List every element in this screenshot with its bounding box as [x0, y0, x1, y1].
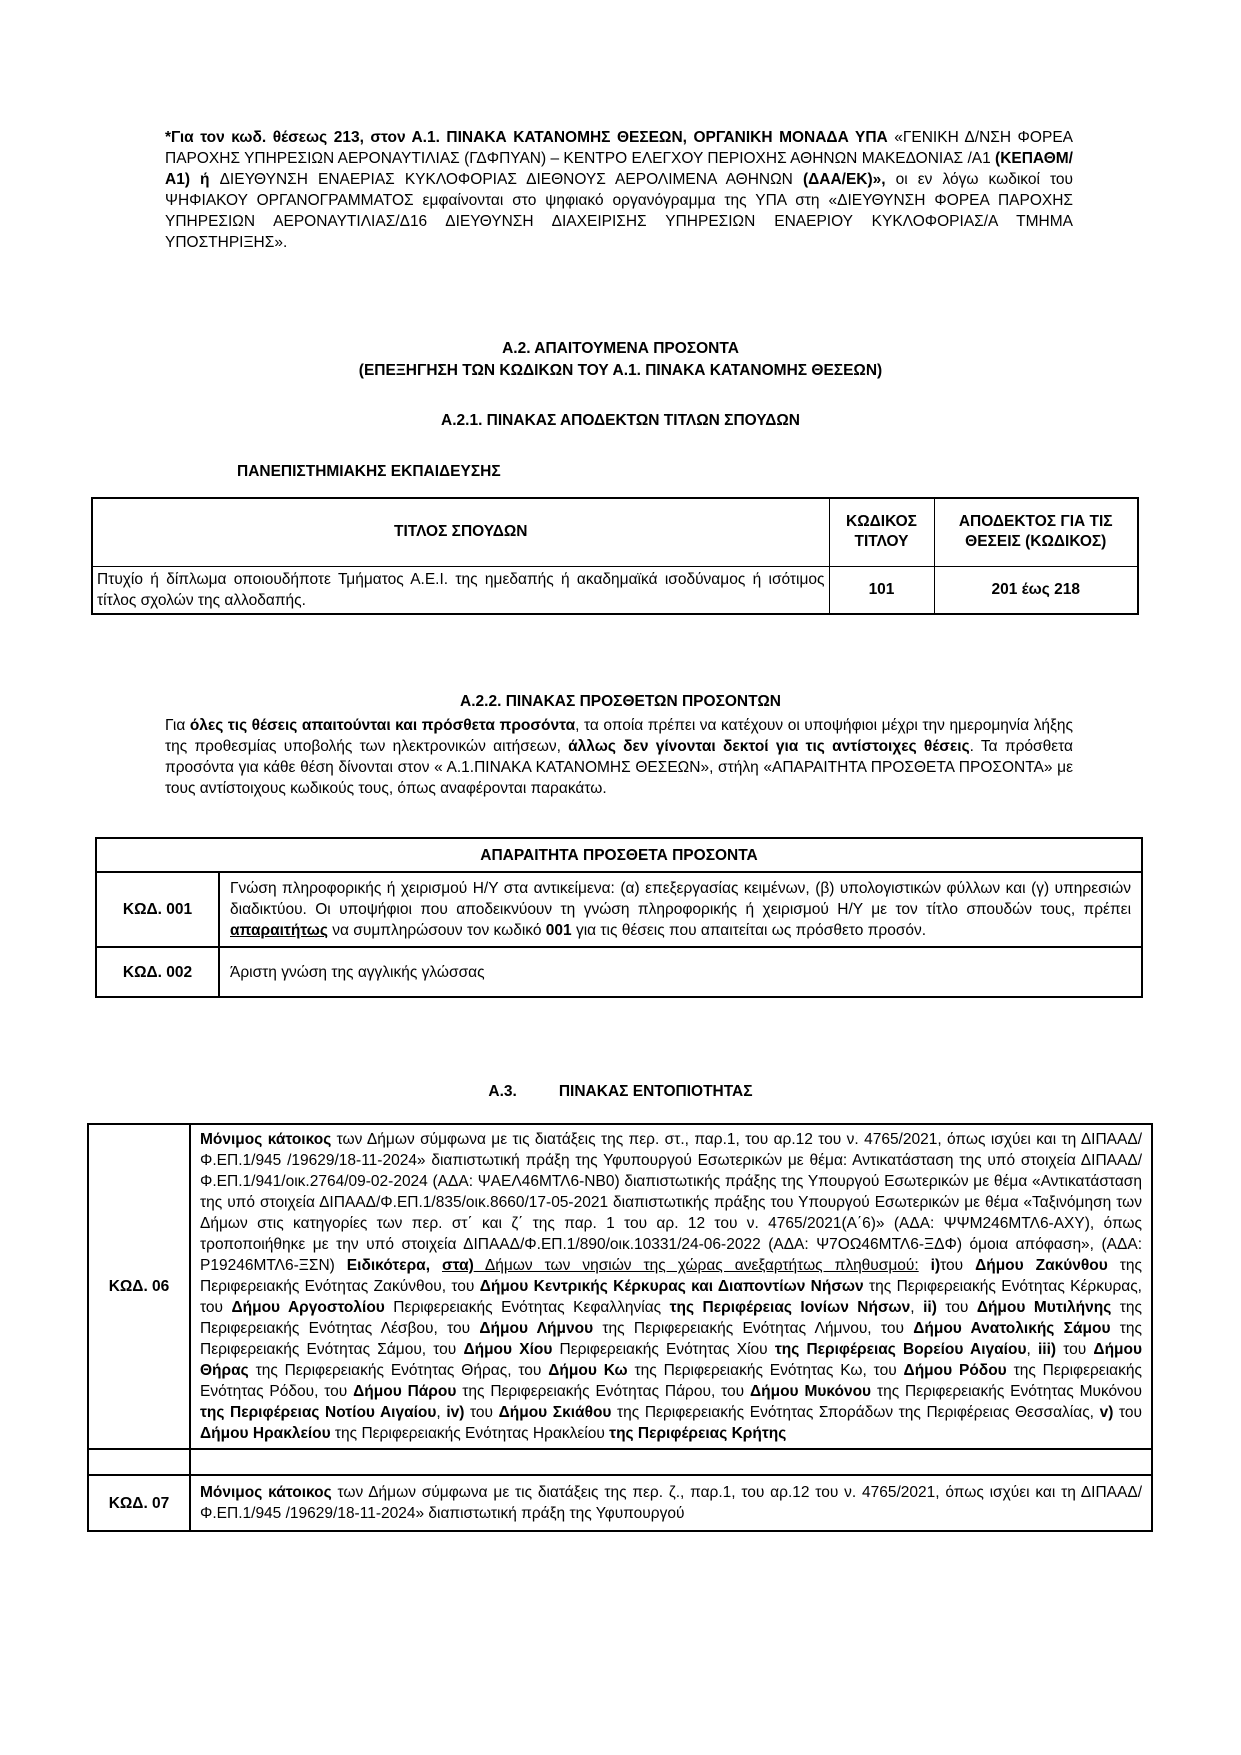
- a22-paragraph: Για όλες τις θέσεις απαιτούνται και πρόσθετα προσόντα, τα οποία πρέπει να κατέχουν οι υποψήφιοι μέχρι την ημερομηνία λήξης της προθεσμίας υποβολής των ηλεκτρονικών αιτήσεων, άλλως δεν γίνονται δεκτοί για τις αντίστοιχες θέσεις. Τα πρόσθετα προσόντα για κάθε θέση δίνονται στον « Α.1.ΠΙΝΑΚΑ ΚΑΤΑΝΟΜΗΣ ΘΕΣΕΩΝ», στήλη «ΑΠΑΡΑΙΤΗΤΑ ΠΡΟΣΘΕΤΑ ΠΡΟΣΟΝΤΑ» με τους αντίστοιχους κωδικούς τους, όπως αναφέρονται παρακάτω.: [165, 717, 1073, 797]
- degree-table-header-row: [92, 498, 1138, 566]
- extra-quals-row-002: [96, 947, 1142, 997]
- header-accepted-for-positions: ΑΠΟΔΕΚΤΟΣ ΓΙΑ ΤΙΣ ΘΕΣΕΙΣ (ΚΩΔΙΚΟΣ): [934, 498, 1138, 566]
- extra-quals-header: ΑΠΑΡΑΙΤΗΤΑ ΠΡΟΣΘΕΤΑ ΠΡΟΣΟΝΤΑ: [96, 838, 1142, 872]
- degree-positions-cell: 201 έως 218: [934, 566, 1138, 614]
- code-001-text: Γνώση πληροφορικής ή χειρισμού Η/Υ στα αντικείμενα: (α) επεξεργασίας κειμένων, (β) υπολογιστικών φύλλων και (γ) υπηρεσιών διαδικτύου. Οι υποψήφιοι που αποδεικνύουν τη γνώση πληροφορικής ή χειρισμού Η/Υ με τον τίτλο σπουδών τους, πρέπει απαραιτήτως να συμπληρώσουν τον κωδικό 001 για τις θέσεις που απαιτείται ως πρόσθετο προσόν.: [219, 872, 1142, 947]
- heading-a2: Α.2. ΑΠΑΙΤΟΥΜΕΝΑ ΠΡΟΣΟΝΤΑ: [502, 340, 739, 357]
- code-002-text: Άριστη γνώση της αγγλικής γλώσσας: [219, 947, 1142, 997]
- locality-row-kod06: [88, 1124, 1152, 1449]
- spacer-text-cell: [190, 1449, 1152, 1475]
- extra-quals-header-row: [96, 838, 1142, 872]
- locality-table: [87, 1123, 1153, 1532]
- intro-paragraph: *Για τον κωδ. θέσεως 213, στον Α.1. ΠΙΝΑΚΑ ΚΑΤΑΝΟΜΗΣ ΘΕΣΕΩΝ, ΟΡΓΑΝΙΚΗ ΜΟΝΑΔΑ ΥΠΑ «ΓΕΝΙΚΗ Δ/ΝΣΗ ΦΟΡΕΑ ΠΑΡΟΧΗΣ ΥΠΗΡΕΣΙΩΝ ΑΕΡΟΝΑΥΤΙΛΙΑΣ (ΓΔΦΠΥΑΝ) – ΚΕΝΤΡΟ ΕΛΕΓΧΟΥ ΠΕΡΙΟΧΗΣ ΑΘΗΝΩΝ ΜΑΚΕΔΟΝΙΑΣ /Α1 (ΚΕΠΑΘΜ/Α1) ή ΔΙΕΥΘΥΝΣΗ ΕΝΑΕΡΙΑΣ ΚΥΚΛΟΦΟΡΙΑΣ ΔΙΕΘΝΟΥΣ ΑΕΡΟΛΙΜΕΝΑ ΑΘΗΝΩΝ (ΔΑΑ/ΕΚ)», οι εν λόγω κωδικοί του ΨΗΦΙΑΚΟΥ ΟΡΓΑΝΟΓΡΑΜΜΑΤΟΣ εμφαίνονται στο ψηφιακό οργανόγραμμα της ΥΠΑ στη «ΔΙΕΥΘΥΝΣΗ ΦΟΡΕΑ ΠΑΡΟΧΗΣ ΥΠΗΡΕΣΙΩΝ ΑΕΡΟΝΑΥΤΙΛΙΑΣ/Δ16 ΔΙΕΥΘΥΝΣΗ ΔΙΑΧΕΙΡΙΣΗΣ ΥΠΗΡΕΣΙΩΝ ΕΝΑΕΡΙΟΥ ΚΥΚΛΟΦΟΡΙΑΣ/Α ΤΜΗΜΑ ΥΠΟΣΤΗΡΙΞΗΣ».: [165, 129, 1073, 251]
- heading-a21: Α.2.1. ΠΙΝΑΚΑΣ ΑΠΟΔΕΚΤΩΝ ΤΙΤΛΩΝ ΣΠΟΥΔΩΝ: [441, 412, 800, 429]
- code-06-text: Μόνιμος κάτοικος των Δήμων σύμφωνα με τις διατάξεις της περ. στ., παρ.1, του αρ.12 του ν. 4765/2021, όπως ισχύει και τη ΔΙΠΑΑΔ/Φ.ΕΠ.1/945 /19629/18-11-2024» διαπιστωτική πράξη της Υφυπουργού Εσωτερικών με θέμα: Αντικατάσταση της υπό στοιχεία ΔΙΠΑΑΔ/Φ.ΕΠ.1/941/οικ.2764/09-02-2024 (ΑΔΑ: ΨΑΕΛ46ΜΤΛ6-ΝΒ0) διαπιστωτικής πράξης της Υπουργού Εσωτερικών με θέμα «Αντικατάσταση της υπό στοιχεία ΔΙΠΑΑΔ/Φ.ΕΠ.1/835/οικ.8660/17-05-2021 διαπιστωτικής πράξης του Υπουργού Εσωτερικών με θέμα «Ταξινόμηση των Δήμων στις κατηγορίες των περ. στ΄ και ζ΄ της παρ. 1 του αρ. 12 του ν. 4765/2021(Α΄6)» (ΑΔΑ: ΨΨΜ246ΜΤΛ6-ΑΧΥ), όπως τροποποιήθηκε με την υπό στοιχεία ΔΙΠΑΑΔ/Φ.ΕΠ.1/890/οικ.10331/24-06-2022 (ΑΔΑ: Ψ7ΟΩ46ΜΤΛ6-ΞΔΦ) όμοια απόφαση», (ΑΔΑ: Ρ19246ΜΤΛ6-ΞΣΝ) Ειδικότερα, στα) Δήμων των νησιών της χώρας ανεξαρτήτως πληθυσμού: i)του Δήμου Ζακύνθου της Περιφερειακής Ενότητας Ζακύνθου, του Δήμου Κεντρικής Κέρκυρας και Διαποντίων Νήσων της Περιφερειακής Ενότητας Κέρκυρας, του Δήμου Αργοστολίου Περιφερειακής Ενότητας Κεφαλληνίας της Περιφέρειας Ιονίων Νήσων, ii) του Δήμου Μυτιλήνης της Περιφερειακής Ενότητας Λέσβου, του Δήμου Λήμνου της Περιφερειακής Ενότητας Λήμνου, του Δήμου Ανατολικής Σάμου της Περιφερειακής Ενότητας Σάμου, του Δήμου Χίου Περιφερειακής Ενότητας Χίου της Περιφέρειας Βορείου Αιγαίου, iii) του Δήμου Θήρας της Περιφερειακής Ενότητας Θήρας, του Δήμου Κω της Περιφερειακής Ενότητας Κω, του Δήμου Ρόδου της Περιφερειακής Ενότητας Ρόδου, του Δήμου Πάρου της Περιφερειακής Ενότητας Πάρου, του Δήμου Μυκόνου της Περιφερειακής Ενότητας Μυκόνου της Περιφέρειας Νοτίου Αιγαίου, iv) του Δήμου Σκιάθου της Περιφερειακής Ενότητας Σποράδων της Περιφέρειας Θεσσαλίας, v) του Δήμου Ηρακλείου της Περιφερειακής Ενότητας Ηρακλείου της Περιφέρειας Κρήτης: [190, 1124, 1152, 1449]
- heading-a3: [0, 1081, 1241, 1102]
- code-002-label: ΚΩΔ. 002: [96, 947, 219, 997]
- spacer-label-cell: [88, 1449, 190, 1475]
- code-06-label: ΚΩΔ. 06: [88, 1124, 190, 1449]
- locality-spacer-row: [88, 1449, 1152, 1475]
- code-07-text: Μόνιμος κάτοικος των Δήμων σύμφωνα με τις διατάξεις της περ. ζ., παρ.1, του αρ.12 του ν. 4765/2021, όπως ισχύει και τη ΔΙΠΑΑΔ/Φ.ΕΠ.1/945 /19629/18-11-2024» διαπιστωτική πράξη της Υφυπουργού: [190, 1475, 1152, 1531]
- locality-row-kod07: [88, 1475, 1152, 1531]
- heading-a3-title: ΠΙΝΑΚΑΣ ΕΝΤΟΠΙΟΤΗΤΑΣ: [558, 1083, 753, 1100]
- degree-table-row: [92, 566, 1138, 614]
- heading-a2-subtitle: (ΕΠΕΞΗΓΗΣΗ ΤΩΝ ΚΩΔΙΚΩΝ ΤΟΥ Α.1. ΠΙΝΑΚΑ ΚΑΤΑΝΟΜΗΣ ΘΕΣΕΩΝ): [358, 362, 883, 379]
- header-title-code: ΚΩΔΙΚΟΣ ΤΙΤΛΟΥ: [829, 498, 934, 566]
- code-001-label: ΚΩΔ. 001: [96, 872, 219, 947]
- heading-a3-label: Α.3.: [488, 1083, 517, 1100]
- code-07-label: ΚΩΔ. 07: [88, 1475, 190, 1531]
- extra-quals-row-001: [96, 872, 1142, 947]
- degree-titles-table: [91, 497, 1139, 615]
- extra-qualifications-table: [95, 837, 1143, 998]
- heading-a22: Α.2.2. ΠΙΝΑΚΑΣ ΠΡΟΣΘΕΤΩΝ ΠΡΟΣΟΝΤΩΝ: [460, 693, 781, 710]
- category-label-university-education: ΠΑΝΕΠΙΣΤΗΜΙΑΚΗΣ ΕΚΠΑΙΔΕΥΣΗΣ: [237, 463, 501, 480]
- header-title-of-studies: ΤΙΤΛΟΣ ΣΠΟΥΔΩΝ: [92, 498, 829, 566]
- degree-code-cell: 101: [829, 566, 934, 614]
- degree-title-cell: Πτυχίο ή δίπλωμα οποιουδήποτε Τμήματος Α.Ε.Ι. της ημεδαπής ή ακαδημαϊκά ισοδύναμος ή ισότιμος τίτλος σχολών της αλλοδαπής.: [92, 566, 829, 614]
